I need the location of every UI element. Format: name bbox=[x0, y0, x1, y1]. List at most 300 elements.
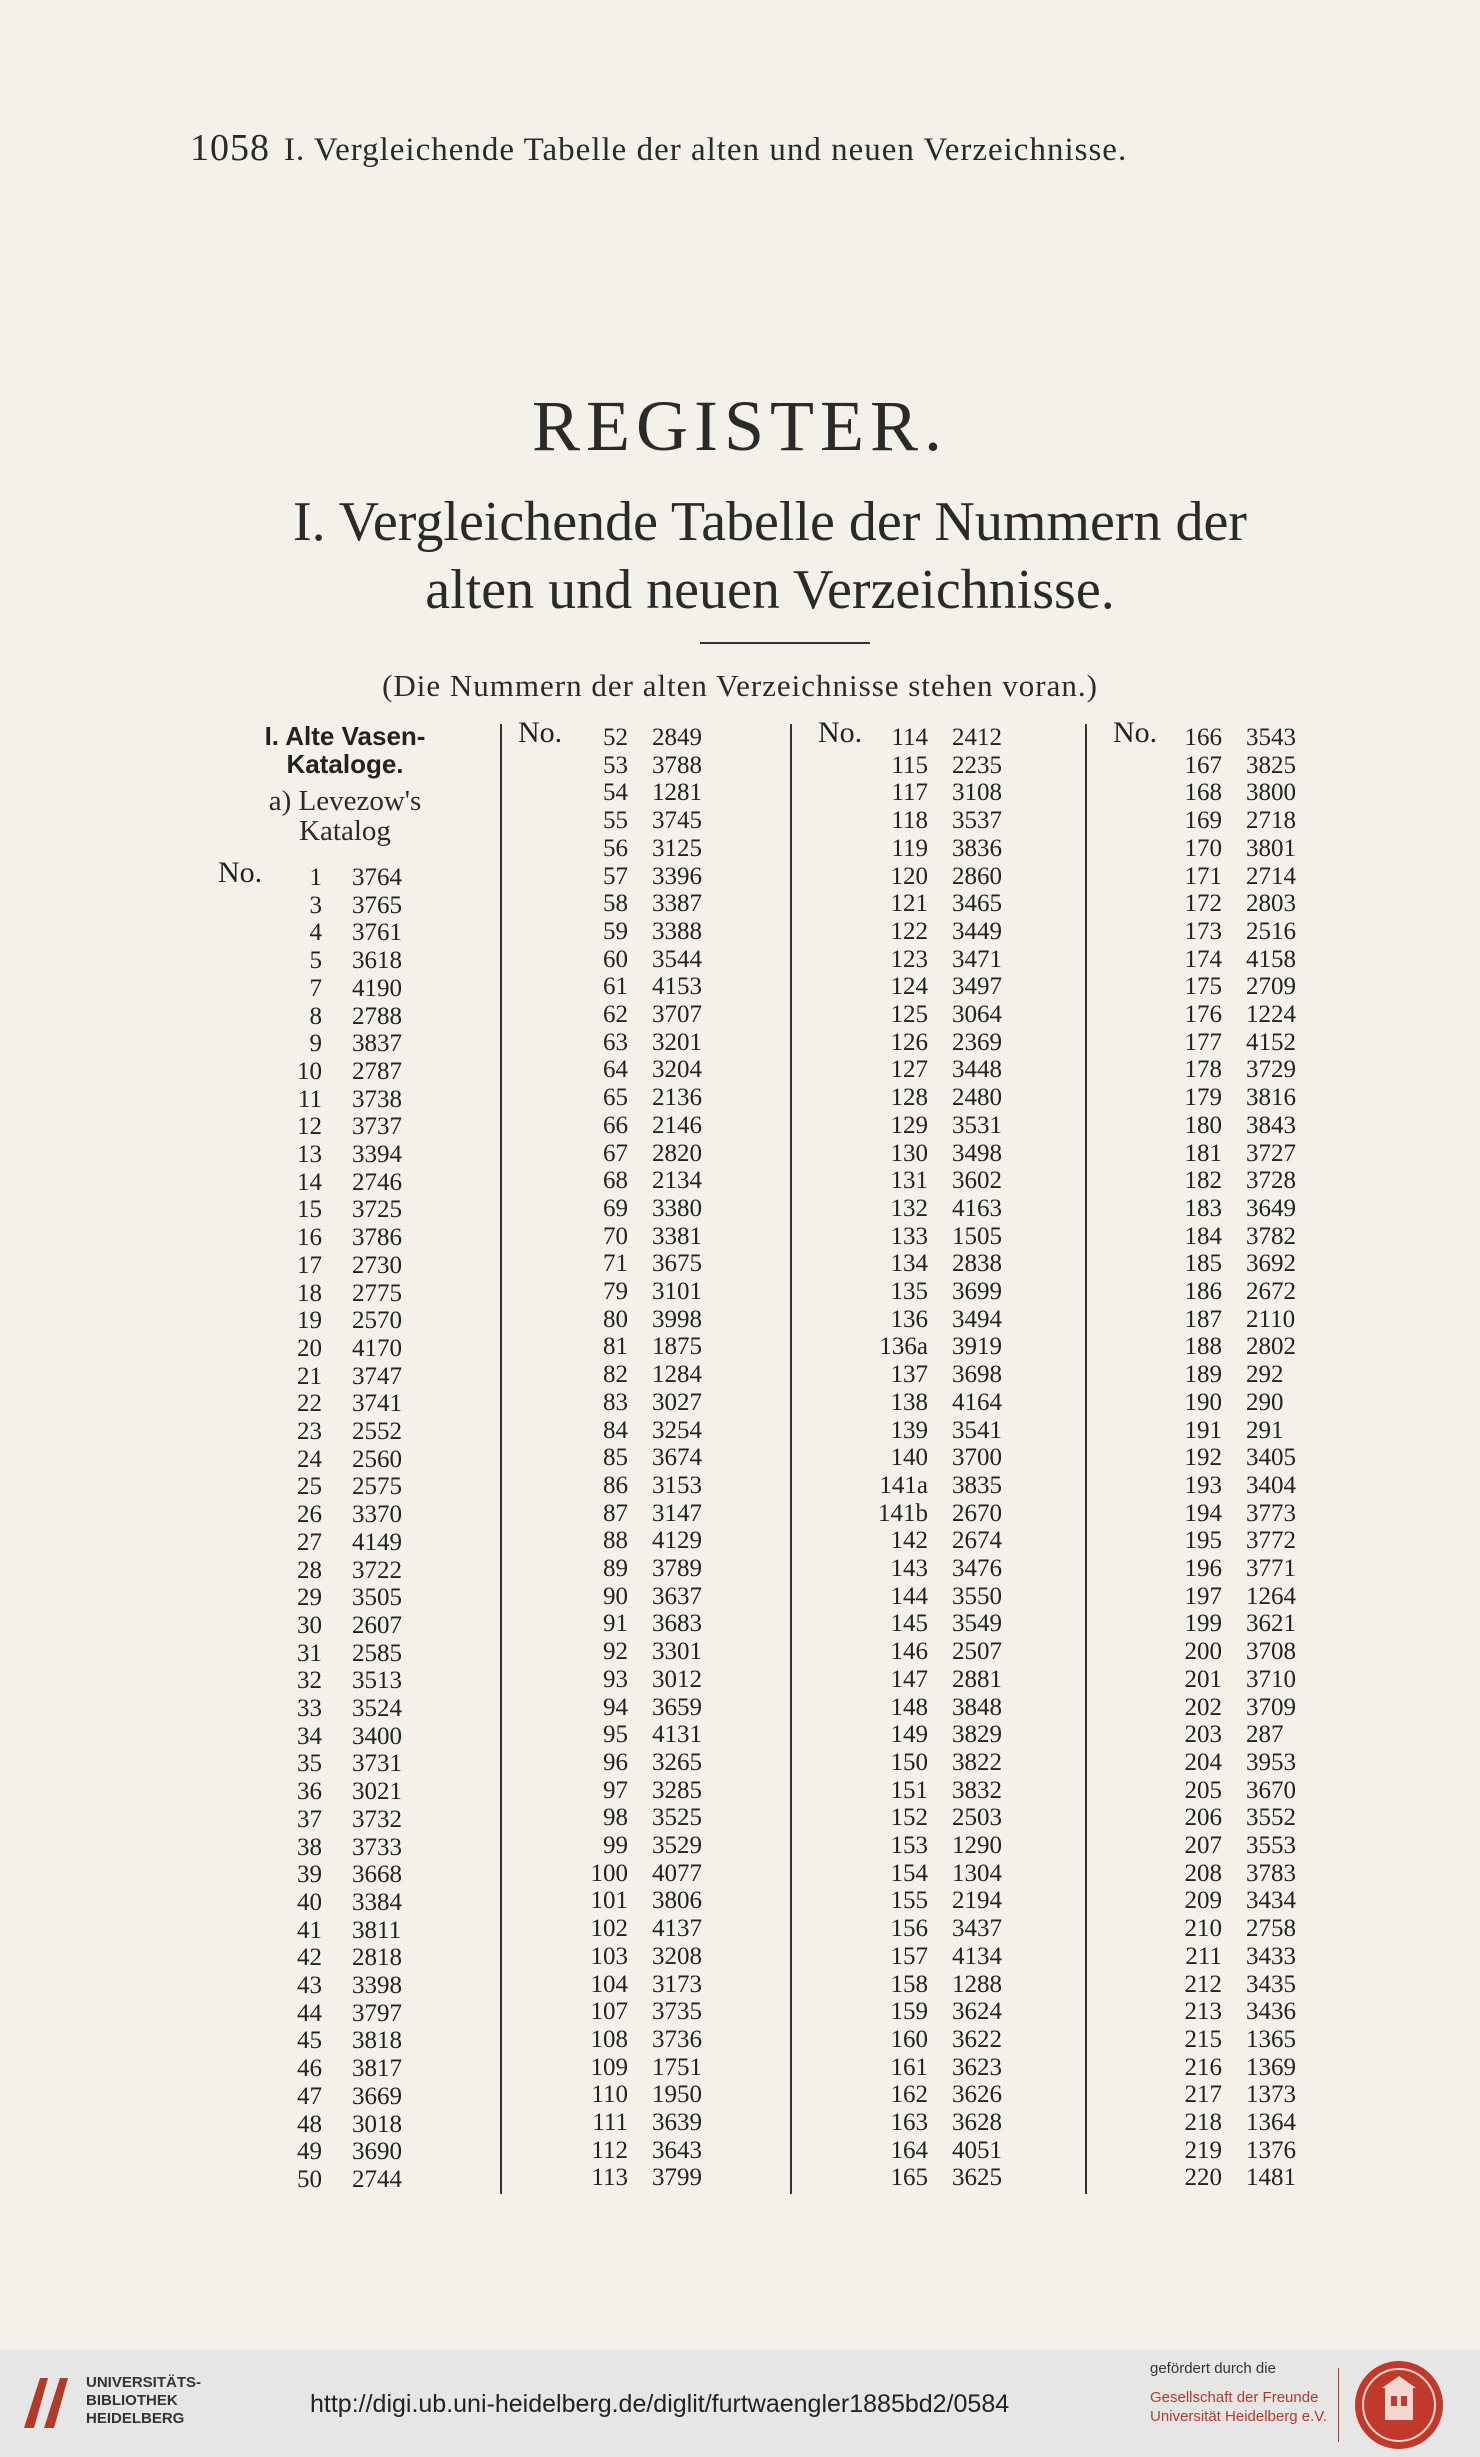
new-number: 2672 bbox=[1246, 1278, 1296, 1305]
new-number: 3513 bbox=[352, 1667, 402, 1695]
new-number: 4077 bbox=[652, 1859, 702, 1887]
new-number: 2787 bbox=[352, 1057, 402, 1085]
old-number: 126 bbox=[890, 1028, 928, 1056]
new-number: 4190 bbox=[352, 974, 402, 1002]
old-number: 91 bbox=[603, 1610, 628, 1638]
new-number: 3405 bbox=[1246, 1444, 1296, 1472]
old-number: 96 bbox=[603, 1748, 628, 1776]
old-number: 41 bbox=[297, 1916, 322, 1944]
new-number: 291 bbox=[1246, 1416, 1284, 1444]
new-number: 3800 bbox=[1246, 779, 1296, 807]
new-number: 3710 bbox=[1246, 1665, 1296, 1693]
old-number: 154 bbox=[890, 1859, 928, 1887]
old-number: 186 bbox=[1184, 1278, 1222, 1305]
new-number: 2507 bbox=[952, 1638, 1002, 1666]
old-number: 60 bbox=[603, 945, 628, 973]
new-number: 3625 bbox=[952, 2164, 1002, 2192]
old-number: 23 bbox=[297, 1418, 322, 1445]
old-number: 148 bbox=[890, 1693, 928, 1721]
old-number: 63 bbox=[603, 1028, 628, 1056]
old-number: 143 bbox=[890, 1555, 928, 1582]
new-number: 3628 bbox=[952, 2109, 1002, 2136]
footer-divider bbox=[1338, 2368, 1339, 2442]
new-number: 1304 bbox=[952, 1859, 1002, 1887]
old-number: 42 bbox=[297, 1944, 322, 1972]
old-number: 95 bbox=[603, 1721, 628, 1749]
old-number: 48 bbox=[297, 2110, 322, 2138]
new-number: 3708 bbox=[1246, 1638, 1296, 1666]
old-number: 102 bbox=[590, 1915, 628, 1943]
table-row bbox=[0, 1971, 1480, 1998]
new-number: 3816 bbox=[1246, 1084, 1296, 1112]
sponsor-name: Gesellschaft der Freunde Universität Heidelberg e.V. bbox=[1150, 2389, 1328, 2425]
old-number: 150 bbox=[890, 1748, 928, 1776]
old-number: 196 bbox=[1184, 1555, 1222, 1582]
old-number: 160 bbox=[890, 2025, 928, 2053]
new-number: 292 bbox=[1246, 1361, 1284, 1389]
no-label: No. bbox=[218, 856, 263, 889]
table-row bbox=[0, 1915, 1480, 1942]
table-row bbox=[0, 1112, 1480, 1139]
new-number: 2235 bbox=[952, 751, 1002, 779]
new-number: 2585 bbox=[352, 1639, 402, 1667]
old-number: 114 bbox=[891, 724, 928, 751]
old-number: 124 bbox=[890, 973, 928, 1001]
old-number: 7 bbox=[309, 974, 322, 1002]
new-number: 3733 bbox=[352, 1833, 402, 1861]
old-number: 206 bbox=[1184, 1804, 1222, 1832]
old-number: 219 bbox=[1184, 2136, 1222, 2164]
old-number: 46 bbox=[297, 2055, 322, 2083]
old-number: 88 bbox=[603, 1527, 628, 1555]
new-number: 3690 bbox=[352, 2138, 402, 2166]
old-number: 202 bbox=[1184, 1693, 1222, 1721]
old-number: 130 bbox=[890, 1139, 928, 1167]
old-number: 213 bbox=[1184, 1998, 1222, 2026]
new-number: 3448 bbox=[952, 1056, 1002, 1084]
old-number: 191 bbox=[1184, 1416, 1222, 1444]
subheading-line-2: Katalog bbox=[299, 815, 391, 847]
old-number: 132 bbox=[890, 1194, 928, 1222]
new-number: 3387 bbox=[652, 890, 702, 918]
new-number: 3125 bbox=[652, 834, 702, 862]
old-number: 137 bbox=[890, 1361, 928, 1389]
university-seal-icon bbox=[1352, 2358, 1446, 2452]
new-number: 3772 bbox=[1246, 1527, 1296, 1555]
old-number: 125 bbox=[890, 1001, 928, 1028]
old-number: 11 bbox=[297, 1085, 322, 1113]
table-row bbox=[0, 1943, 1480, 1970]
old-number: 65 bbox=[603, 1084, 628, 1112]
old-number: 115 bbox=[891, 751, 928, 779]
table-row bbox=[0, 890, 1480, 917]
new-number: 3524 bbox=[352, 1695, 402, 1722]
new-number: 4170 bbox=[352, 1334, 402, 1362]
old-number: 174 bbox=[1184, 945, 1222, 973]
new-number: 3621 bbox=[1246, 1610, 1296, 1638]
table-row bbox=[0, 1638, 1480, 1665]
table-row bbox=[0, 1583, 1480, 1610]
old-number: 200 bbox=[1184, 1638, 1222, 1666]
new-number: 2552 bbox=[352, 1418, 402, 1445]
old-number: 61 bbox=[603, 973, 628, 1001]
new-number: 2803 bbox=[1246, 890, 1296, 918]
old-number: 111 bbox=[592, 2109, 628, 2136]
old-number: 182 bbox=[1184, 1167, 1222, 1195]
old-number: 26 bbox=[297, 1501, 322, 1529]
old-number: 144 bbox=[890, 1582, 928, 1610]
table-row bbox=[0, 1306, 1480, 1333]
no-label: No. bbox=[818, 716, 863, 749]
new-number: 3782 bbox=[1246, 1222, 1296, 1250]
old-number: 53 bbox=[603, 751, 628, 779]
old-number: 17 bbox=[297, 1251, 322, 1279]
new-number: 3505 bbox=[352, 1584, 402, 1612]
no-label: No. bbox=[518, 716, 563, 749]
table-row bbox=[0, 1195, 1480, 1222]
new-number: 3384 bbox=[352, 1888, 402, 1916]
new-number: 4131 bbox=[652, 1721, 702, 1749]
new-number: 2775 bbox=[352, 1279, 402, 1307]
library-logo-icon bbox=[16, 2370, 80, 2436]
new-number: 3639 bbox=[652, 2109, 702, 2136]
new-number: 3707 bbox=[652, 1001, 702, 1028]
old-number: 121 bbox=[890, 890, 928, 918]
table-row bbox=[0, 1998, 1480, 2025]
table-row bbox=[0, 946, 1480, 973]
new-number: 3381 bbox=[652, 1222, 702, 1250]
old-number: 139 bbox=[890, 1416, 928, 1444]
old-number: 108 bbox=[590, 2025, 628, 2053]
old-number: 85 bbox=[603, 1444, 628, 1472]
old-number: 209 bbox=[1184, 1887, 1222, 1915]
old-number: 25 bbox=[297, 1473, 322, 1501]
table-row bbox=[0, 1694, 1480, 1721]
table-row bbox=[0, 835, 1480, 862]
new-number: 3817 bbox=[352, 2055, 402, 2083]
old-number: 193 bbox=[1184, 1471, 1222, 1499]
new-number: 1875 bbox=[652, 1333, 702, 1361]
new-number: 2146 bbox=[652, 1111, 702, 1139]
table-row bbox=[0, 1417, 1480, 1444]
new-number: 3027 bbox=[652, 1388, 702, 1416]
new-number: 3736 bbox=[652, 2025, 702, 2053]
new-number: 3394 bbox=[352, 1141, 402, 1168]
old-number: 122 bbox=[890, 917, 928, 945]
old-number: 84 bbox=[603, 1416, 628, 1444]
new-number: 3497 bbox=[952, 973, 1002, 1001]
new-number: 4152 bbox=[1246, 1028, 1296, 1056]
new-number: 3204 bbox=[652, 1056, 702, 1084]
new-number: 3953 bbox=[1246, 1748, 1296, 1776]
old-number: 189 bbox=[1184, 1361, 1222, 1389]
old-number: 120 bbox=[890, 862, 928, 890]
heading-line-2: Kataloge. bbox=[286, 749, 404, 779]
old-number: 52 bbox=[603, 724, 628, 751]
old-number: 180 bbox=[1184, 1111, 1222, 1139]
new-number: 2194 bbox=[952, 1887, 1002, 1915]
old-number: 204 bbox=[1184, 1748, 1222, 1776]
new-number: 3404 bbox=[1246, 1471, 1296, 1499]
new-number: 3783 bbox=[1246, 1859, 1296, 1887]
new-number: 3543 bbox=[1246, 724, 1296, 751]
old-number: 49 bbox=[297, 2138, 322, 2166]
new-number: 3825 bbox=[1246, 751, 1296, 779]
new-number: 3624 bbox=[952, 1998, 1002, 2026]
old-number: 176 bbox=[1184, 1001, 1222, 1028]
section-title-line-1: I. Vergleichende Tabelle der Nummern der bbox=[293, 491, 1247, 553]
new-number: 2849 bbox=[652, 724, 702, 751]
new-number: 2136 bbox=[652, 1084, 702, 1112]
old-number: 197 bbox=[1184, 1582, 1222, 1610]
new-number: 2480 bbox=[952, 1084, 1002, 1112]
old-number: 19 bbox=[297, 1307, 322, 1335]
new-number: 2503 bbox=[952, 1804, 1002, 1832]
old-number: 79 bbox=[603, 1278, 628, 1305]
old-number: 56 bbox=[603, 834, 628, 862]
old-number: 171 bbox=[1184, 862, 1222, 890]
old-number: 129 bbox=[890, 1111, 928, 1139]
new-number: 4051 bbox=[952, 2136, 1002, 2164]
old-number: 203 bbox=[1184, 1721, 1222, 1749]
new-number: 1751 bbox=[652, 2053, 702, 2081]
new-number: 2670 bbox=[952, 1499, 1002, 1527]
new-number: 3435 bbox=[1246, 1970, 1296, 1998]
old-number: 90 bbox=[603, 1582, 628, 1610]
new-number: 3622 bbox=[952, 2025, 1002, 2053]
old-number: 212 bbox=[1184, 1970, 1222, 1998]
old-number: 101 bbox=[590, 1887, 628, 1915]
table-row bbox=[0, 1001, 1480, 1028]
old-number: 20 bbox=[297, 1334, 322, 1362]
new-number: 3064 bbox=[952, 1001, 1002, 1028]
new-number: 3626 bbox=[952, 2081, 1002, 2109]
new-number: 3552 bbox=[1246, 1804, 1296, 1832]
old-number: 97 bbox=[603, 1776, 628, 1804]
old-number: 211 bbox=[1185, 1942, 1222, 1970]
new-number: 3728 bbox=[1246, 1167, 1296, 1195]
new-number: 1364 bbox=[1246, 2109, 1296, 2136]
old-number: 142 bbox=[890, 1527, 928, 1555]
old-number: 40 bbox=[297, 1888, 322, 1916]
old-number: 187 bbox=[1184, 1305, 1222, 1333]
new-number: 3674 bbox=[652, 1444, 702, 1472]
new-number: 3434 bbox=[1246, 1887, 1296, 1915]
new-number: 3836 bbox=[952, 834, 1002, 862]
old-number: 162 bbox=[890, 2081, 928, 2109]
new-number: 3602 bbox=[952, 1167, 1002, 1195]
old-number: 145 bbox=[890, 1610, 928, 1638]
old-number: 183 bbox=[1184, 1194, 1222, 1222]
new-number: 3301 bbox=[652, 1638, 702, 1666]
new-number: 1290 bbox=[952, 1832, 1002, 1859]
new-number: 2110 bbox=[1246, 1305, 1296, 1333]
table-row bbox=[0, 2081, 1480, 2108]
old-number: 112 bbox=[591, 2136, 628, 2164]
new-number: 2881 bbox=[952, 1665, 1002, 1693]
new-number: 3618 bbox=[352, 947, 402, 975]
old-number: 161 bbox=[890, 2053, 928, 2081]
new-number: 3370 bbox=[352, 1501, 402, 1529]
old-number: 35 bbox=[297, 1750, 322, 1778]
table-row bbox=[0, 1278, 1480, 1305]
new-number: 3786 bbox=[352, 1224, 402, 1252]
new-number: 3208 bbox=[652, 1942, 702, 1970]
new-number: 3738 bbox=[352, 1085, 402, 1113]
table-row bbox=[0, 1223, 1480, 1250]
old-number: 136 bbox=[890, 1305, 928, 1333]
old-number: 110 bbox=[591, 2081, 628, 2109]
old-number: 208 bbox=[1184, 1859, 1222, 1887]
new-number: 3709 bbox=[1246, 1693, 1296, 1721]
old-number: 33 bbox=[297, 1695, 322, 1722]
old-number: 194 bbox=[1184, 1499, 1222, 1527]
running-title: I. Vergleichende Tabelle der alten und neuen Verzeichnisse. bbox=[284, 132, 1128, 168]
table-row bbox=[0, 1140, 1480, 1167]
new-number: 2758 bbox=[1246, 1915, 1296, 1943]
new-number: 3494 bbox=[952, 1305, 1002, 1333]
new-number: 3012 bbox=[652, 1665, 702, 1693]
new-number: 3101 bbox=[652, 1278, 702, 1305]
new-number: 3675 bbox=[652, 1250, 702, 1278]
new-number: 3789 bbox=[652, 1555, 702, 1582]
table-row bbox=[0, 1084, 1480, 1111]
new-number: 3835 bbox=[952, 1471, 1002, 1499]
old-number: 149 bbox=[890, 1721, 928, 1749]
old-number: 12 bbox=[297, 1113, 322, 1141]
old-number: 27 bbox=[297, 1528, 322, 1556]
old-number: 210 bbox=[1184, 1915, 1222, 1943]
new-number: 3254 bbox=[652, 1416, 702, 1444]
new-number: 1224 bbox=[1246, 1001, 1296, 1028]
old-number: 68 bbox=[603, 1167, 628, 1195]
old-number: 87 bbox=[603, 1499, 628, 1527]
new-number: 3764 bbox=[352, 864, 402, 891]
table-row bbox=[0, 1777, 1480, 1804]
new-number: 3735 bbox=[652, 1998, 702, 2026]
old-number: 34 bbox=[297, 1722, 322, 1750]
old-number: 164 bbox=[890, 2136, 928, 2164]
new-number: 3396 bbox=[652, 862, 702, 890]
table-row bbox=[0, 1389, 1480, 1416]
new-number: 2412 bbox=[952, 724, 1002, 751]
old-number: 123 bbox=[890, 945, 928, 973]
old-number: 117 bbox=[891, 779, 928, 807]
old-number: 140 bbox=[890, 1444, 928, 1472]
old-number: 8 bbox=[309, 1002, 322, 1030]
old-number: 62 bbox=[603, 1001, 628, 1028]
table-row bbox=[0, 973, 1480, 1000]
new-number: 2746 bbox=[352, 1168, 402, 1196]
new-number: 1376 bbox=[1246, 2136, 1296, 2164]
new-number: 3801 bbox=[1246, 834, 1296, 862]
old-number: 44 bbox=[297, 1999, 322, 2027]
old-number: 216 bbox=[1184, 2053, 1222, 2081]
old-number: 22 bbox=[297, 1390, 322, 1418]
old-number: 146 bbox=[890, 1638, 928, 1666]
new-number: 3147 bbox=[652, 1499, 702, 1527]
old-number: 66 bbox=[603, 1111, 628, 1139]
old-number: 179 bbox=[1184, 1084, 1222, 1112]
old-number: 166 bbox=[1184, 724, 1222, 751]
old-number: 86 bbox=[603, 1471, 628, 1499]
old-number: 67 bbox=[603, 1139, 628, 1167]
old-number: 104 bbox=[590, 1970, 628, 1998]
new-number: 3201 bbox=[652, 1028, 702, 1056]
new-number: 1365 bbox=[1246, 2025, 1296, 2053]
new-number: 3643 bbox=[652, 2136, 702, 2164]
table-row bbox=[0, 1721, 1480, 1748]
old-number: 167 bbox=[1184, 751, 1222, 779]
new-number: 2802 bbox=[1246, 1333, 1296, 1361]
old-number: 1 bbox=[309, 864, 322, 891]
new-number: 2560 bbox=[352, 1445, 402, 1473]
new-number: 3549 bbox=[952, 1610, 1002, 1638]
table-row bbox=[0, 1333, 1480, 1360]
heading-line-1: I. Alte Vasen- bbox=[264, 721, 426, 751]
new-number: 3537 bbox=[952, 807, 1002, 835]
old-number: 185 bbox=[1184, 1250, 1222, 1278]
old-number: 99 bbox=[603, 1832, 628, 1859]
old-number: 134 bbox=[890, 1250, 928, 1278]
new-number: 3818 bbox=[352, 2027, 402, 2055]
old-number: 135 bbox=[890, 1278, 928, 1305]
old-number: 31 bbox=[297, 1639, 322, 1667]
new-number: 4137 bbox=[652, 1915, 702, 1943]
new-number: 1284 bbox=[652, 1361, 702, 1389]
old-number: 5 bbox=[309, 947, 322, 975]
old-number: 141b bbox=[878, 1499, 928, 1527]
old-number: 218 bbox=[1184, 2109, 1222, 2136]
new-number: 4134 bbox=[952, 1942, 1002, 1970]
old-number: 69 bbox=[603, 1194, 628, 1222]
old-number: 47 bbox=[297, 2082, 322, 2110]
old-number: 37 bbox=[297, 1805, 322, 1833]
table-row bbox=[0, 1666, 1480, 1693]
old-number: 54 bbox=[603, 779, 628, 807]
new-number: 3529 bbox=[652, 1832, 702, 1859]
new-number: 3018 bbox=[352, 2110, 402, 2138]
table-row bbox=[0, 1527, 1480, 1554]
new-number: 4164 bbox=[952, 1388, 1002, 1416]
old-number: 16 bbox=[297, 1224, 322, 1252]
new-number: 290 bbox=[1246, 1388, 1284, 1416]
old-number: 103 bbox=[590, 1942, 628, 1970]
new-number: 3433 bbox=[1246, 1942, 1296, 1970]
old-number: 81 bbox=[603, 1333, 628, 1361]
new-number: 3465 bbox=[952, 890, 1002, 918]
new-number: 3731 bbox=[352, 1750, 402, 1778]
source-url[interactable]: http://digi.ub.uni-heidelberg.de/diglit/furtwaengler1885bd2/0584 bbox=[310, 2390, 1010, 2418]
section-title bbox=[180, 488, 1360, 624]
old-number: 168 bbox=[1184, 779, 1222, 807]
table-row bbox=[0, 1804, 1480, 1831]
table-row bbox=[0, 807, 1480, 834]
old-number: 192 bbox=[1184, 1444, 1222, 1472]
new-number: 1264 bbox=[1246, 1582, 1296, 1610]
new-number: 3741 bbox=[352, 1390, 402, 1418]
new-number: 3670 bbox=[1246, 1776, 1296, 1804]
new-number: 4149 bbox=[352, 1528, 402, 1556]
new-number: 2744 bbox=[352, 2165, 402, 2193]
old-number: 205 bbox=[1184, 1776, 1222, 1804]
old-number: 21 bbox=[297, 1362, 322, 1390]
old-number: 128 bbox=[890, 1084, 928, 1112]
old-number: 38 bbox=[297, 1833, 322, 1861]
table-row bbox=[0, 918, 1480, 945]
page-number: 1058 bbox=[190, 127, 270, 169]
new-number: 3727 bbox=[1246, 1139, 1296, 1167]
